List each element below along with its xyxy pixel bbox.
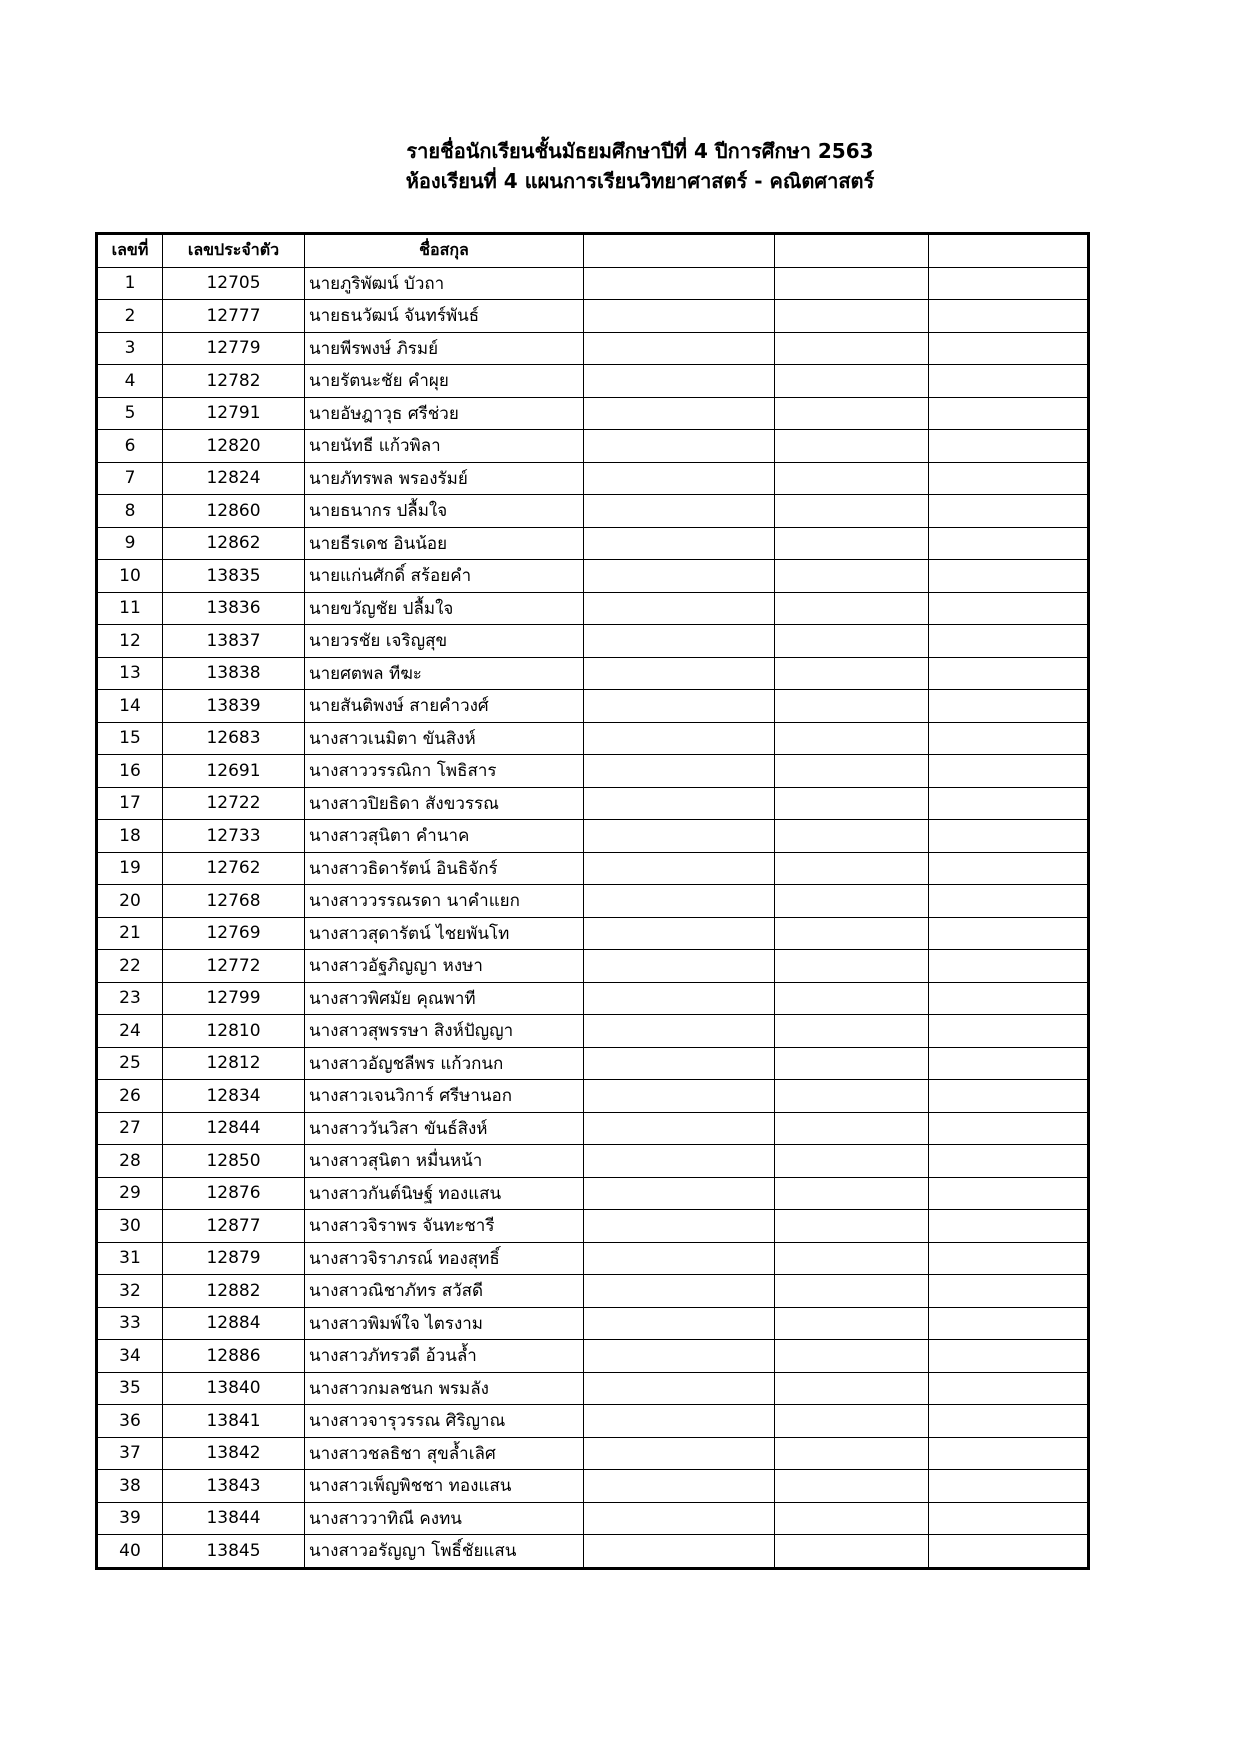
cell-name: นางสาวสุพรรษา สิงห์ปัญญา: [305, 1015, 584, 1048]
table-row: [97, 1307, 1089, 1340]
cell-blank-2: [775, 1015, 929, 1048]
cell-blank-3: [929, 917, 1089, 950]
cell-blank-2: [775, 1372, 929, 1405]
cell-student-id: 12876: [163, 1177, 305, 1210]
cell-name: นายนัทธี แก้วพิลา: [305, 430, 584, 463]
cell-number: 8: [97, 495, 163, 528]
table-row: [97, 722, 1089, 755]
cell-blank-2: [775, 462, 929, 495]
cell-blank-3: [929, 560, 1089, 593]
cell-student-id: 12779: [163, 332, 305, 365]
cell-blank-3: [929, 1405, 1089, 1438]
cell-number: 4: [97, 365, 163, 398]
cell-blank-3: [929, 1177, 1089, 1210]
cell-number: 9: [97, 527, 163, 560]
cell-blank-3: [929, 982, 1089, 1015]
table-row: [97, 820, 1089, 853]
cell-name: นางสาววรรณิกา โพธิสาร: [305, 755, 584, 788]
header-blank-2: [775, 234, 929, 268]
cell-name: นางสาวพิศมัย คุณพาที: [305, 982, 584, 1015]
cell-name: นางสาววรรณรดา นาคำแยก: [305, 885, 584, 918]
cell-blank-2: [775, 1535, 929, 1569]
cell-blank-3: [929, 755, 1089, 788]
cell-number: 32: [97, 1275, 163, 1308]
cell-blank-3: [929, 625, 1089, 658]
cell-blank-2: [775, 657, 929, 690]
cell-student-id: 13837: [163, 625, 305, 658]
cell-blank-1: [584, 462, 775, 495]
cell-blank-2: [775, 722, 929, 755]
table-row: [97, 267, 1089, 300]
table-row: [97, 1145, 1089, 1178]
cell-blank-1: [584, 1307, 775, 1340]
table-row: [97, 852, 1089, 885]
cell-student-id: 13841: [163, 1405, 305, 1438]
cell-student-id: 12768: [163, 885, 305, 918]
cell-name: นางสาวจิราพร จันทะชารี: [305, 1210, 584, 1243]
cell-student-id: 12879: [163, 1242, 305, 1275]
cell-blank-3: [929, 1437, 1089, 1470]
table-row: [97, 787, 1089, 820]
cell-blank-2: [775, 1242, 929, 1275]
cell-name: นางสาวสุนิตา คำนาค: [305, 820, 584, 853]
cell-name: นางสาววาทิณี คงทน: [305, 1502, 584, 1535]
cell-number: 36: [97, 1405, 163, 1438]
cell-blank-3: [929, 1470, 1089, 1503]
cell-number: 17: [97, 787, 163, 820]
table-row: [97, 690, 1089, 723]
cell-blank-1: [584, 657, 775, 690]
cell-blank-2: [775, 1340, 929, 1373]
table-row: [97, 917, 1089, 950]
cell-blank-2: [775, 1405, 929, 1438]
cell-blank-3: [929, 1340, 1089, 1373]
cell-blank-2: [775, 300, 929, 333]
cell-number: 21: [97, 917, 163, 950]
table-row: [97, 755, 1089, 788]
cell-student-id: 12777: [163, 300, 305, 333]
cell-blank-2: [775, 1047, 929, 1080]
cell-number: 35: [97, 1372, 163, 1405]
cell-student-id: 12886: [163, 1340, 305, 1373]
cell-number: 1: [97, 267, 163, 300]
cell-blank-3: [929, 462, 1089, 495]
cell-blank-2: [775, 917, 929, 950]
cell-blank-2: [775, 755, 929, 788]
cell-student-id: 12810: [163, 1015, 305, 1048]
cell-student-id: 12762: [163, 852, 305, 885]
cell-blank-1: [584, 1470, 775, 1503]
table-row: [97, 560, 1089, 593]
cell-student-id: 12782: [163, 365, 305, 398]
table-row: [97, 1015, 1089, 1048]
cell-name: นางสาวณิชาภัทร สวัสดี: [305, 1275, 584, 1308]
cell-student-id: 13835: [163, 560, 305, 593]
cell-number: 28: [97, 1145, 163, 1178]
cell-blank-2: [775, 1437, 929, 1470]
cell-blank-2: [775, 332, 929, 365]
table-row: [97, 332, 1089, 365]
cell-blank-3: [929, 430, 1089, 463]
cell-student-id: 13843: [163, 1470, 305, 1503]
cell-name: นางสาวพิมพ์ใจ ไตรงาม: [305, 1307, 584, 1340]
cell-name: นายพีรพงษ์ ภิรมย์: [305, 332, 584, 365]
cell-blank-2: [775, 267, 929, 300]
cell-blank-2: [775, 820, 929, 853]
cell-blank-2: [775, 495, 929, 528]
table-row: [97, 1177, 1089, 1210]
cell-blank-3: [929, 852, 1089, 885]
cell-blank-2: [775, 527, 929, 560]
cell-student-id: 13844: [163, 1502, 305, 1535]
header-number: เลขที่: [97, 234, 163, 268]
cell-blank-3: [929, 1502, 1089, 1535]
cell-student-id: 12683: [163, 722, 305, 755]
table-row: [97, 1275, 1089, 1308]
cell-blank-1: [584, 1047, 775, 1080]
cell-blank-2: [775, 1112, 929, 1145]
cell-student-id: 13836: [163, 592, 305, 625]
cell-blank-1: [584, 1242, 775, 1275]
cell-student-id: 12772: [163, 950, 305, 983]
cell-number: 40: [97, 1535, 163, 1569]
cell-student-id: 12733: [163, 820, 305, 853]
cell-number: 31: [97, 1242, 163, 1275]
cell-name: นายสันติพงษ์ สายคำวงศ์: [305, 690, 584, 723]
cell-blank-3: [929, 495, 1089, 528]
cell-student-id: 12820: [163, 430, 305, 463]
cell-name: นางสาววันวิสา ขันธ์สิงห์: [305, 1112, 584, 1145]
cell-blank-2: [775, 430, 929, 463]
cell-number: 15: [97, 722, 163, 755]
cell-blank-2: [775, 1177, 929, 1210]
cell-student-id: 12862: [163, 527, 305, 560]
cell-blank-1: [584, 1275, 775, 1308]
table-row: [97, 1340, 1089, 1373]
table-row: [97, 365, 1089, 398]
table-row: [97, 950, 1089, 983]
table-row: [97, 1372, 1089, 1405]
cell-number: 34: [97, 1340, 163, 1373]
cell-name: นางสาวสุนิตา หมื่นหน้า: [305, 1145, 584, 1178]
cell-blank-2: [775, 1307, 929, 1340]
cell-blank-2: [775, 1470, 929, 1503]
cell-student-id: 12691: [163, 755, 305, 788]
cell-blank-1: [584, 300, 775, 333]
table-row: [97, 885, 1089, 918]
cell-name: นางสาวจารุวรรณ ศิริญาณ: [305, 1405, 584, 1438]
table-row: [97, 495, 1089, 528]
table-row: [97, 462, 1089, 495]
header-blank-3: [929, 234, 1089, 268]
cell-name: นายศตพล ทีฆะ: [305, 657, 584, 690]
cell-blank-3: [929, 1307, 1089, 1340]
cell-student-id: 13838: [163, 657, 305, 690]
cell-blank-1: [584, 787, 775, 820]
cell-number: 27: [97, 1112, 163, 1145]
cell-blank-3: [929, 690, 1089, 723]
cell-blank-2: [775, 397, 929, 430]
cell-name: นางสาวอัญชลีพร แก้วกนก: [305, 1047, 584, 1080]
cell-name: นางสาวชลธิชา สุขล้ำเลิศ: [305, 1437, 584, 1470]
cell-blank-1: [584, 267, 775, 300]
cell-blank-3: [929, 722, 1089, 755]
cell-blank-3: [929, 1210, 1089, 1243]
table-row: [97, 430, 1089, 463]
cell-name: นายธีรเดช อินน้อย: [305, 527, 584, 560]
cell-blank-1: [584, 1080, 775, 1113]
cell-blank-3: [929, 1015, 1089, 1048]
cell-blank-1: [584, 917, 775, 950]
cell-name: นางสาวกมลชนก พรมลัง: [305, 1372, 584, 1405]
title-line-1: รายชื่อนักเรียนชั้นมัธยมศึกษาปีที่ 4 ปีการศึกษา 2563: [406, 139, 874, 163]
cell-number: 7: [97, 462, 163, 495]
cell-blank-2: [775, 1080, 929, 1113]
cell-blank-1: [584, 365, 775, 398]
table-row: [97, 657, 1089, 690]
cell-name: นางสาวธิดารัตน์ อินธิจักร์: [305, 852, 584, 885]
cell-name: นายแก่นศักดิ์ สร้อยคำ: [305, 560, 584, 593]
cell-number: 24: [97, 1015, 163, 1048]
cell-student-id: 13842: [163, 1437, 305, 1470]
cell-number: 22: [97, 950, 163, 983]
cell-name: นายธนากร ปลื้มใจ: [305, 495, 584, 528]
cell-blank-1: [584, 1405, 775, 1438]
cell-number: 14: [97, 690, 163, 723]
cell-student-id: 12812: [163, 1047, 305, 1080]
cell-blank-1: [584, 982, 775, 1015]
cell-student-id: 12844: [163, 1112, 305, 1145]
cell-number: 19: [97, 852, 163, 885]
cell-student-id: 13845: [163, 1535, 305, 1569]
cell-blank-1: [584, 625, 775, 658]
cell-number: 30: [97, 1210, 163, 1243]
cell-name: นางสาวปิยธิดา สังขวรรณ: [305, 787, 584, 820]
table-header-row: [97, 234, 1089, 268]
cell-blank-3: [929, 592, 1089, 625]
table-row: [97, 527, 1089, 560]
cell-number: 33: [97, 1307, 163, 1340]
cell-number: 20: [97, 885, 163, 918]
cell-blank-2: [775, 1502, 929, 1535]
cell-student-id: 12799: [163, 982, 305, 1015]
cell-blank-1: [584, 1372, 775, 1405]
cell-blank-3: [929, 267, 1089, 300]
cell-blank-1: [584, 1177, 775, 1210]
cell-blank-3: [929, 1112, 1089, 1145]
cell-blank-2: [775, 1145, 929, 1178]
table-row: [97, 592, 1089, 625]
cell-blank-2: [775, 560, 929, 593]
cell-student-id: 12882: [163, 1275, 305, 1308]
cell-name: นายขวัญชัย ปลื้มใจ: [305, 592, 584, 625]
cell-blank-1: [584, 1015, 775, 1048]
cell-number: 13: [97, 657, 163, 690]
cell-name: นางสาวภัทรวดี อ้วนล้ำ: [305, 1340, 584, 1373]
cell-blank-1: [584, 1502, 775, 1535]
cell-number: 10: [97, 560, 163, 593]
cell-student-id: 12705: [163, 267, 305, 300]
cell-student-id: 12769: [163, 917, 305, 950]
cell-blank-1: [584, 397, 775, 430]
cell-name: นางสาวเนมิตา ขันสิงห์: [305, 722, 584, 755]
table-row: [97, 1470, 1089, 1503]
cell-blank-3: [929, 950, 1089, 983]
header-name: ชื่อสกุล: [305, 234, 584, 268]
table-row: [97, 1502, 1089, 1535]
cell-blank-2: [775, 592, 929, 625]
header-student-id: เลขประจำตัว: [163, 234, 305, 268]
cell-student-id: 13839: [163, 690, 305, 723]
cell-name: นางสาวจิราภรณ์ ทองสุทธิ์: [305, 1242, 584, 1275]
cell-student-id: 12722: [163, 787, 305, 820]
cell-blank-3: [929, 1275, 1089, 1308]
cell-blank-1: [584, 1535, 775, 1569]
cell-blank-2: [775, 885, 929, 918]
cell-blank-3: [929, 1047, 1089, 1080]
table-row: [97, 1535, 1089, 1569]
cell-blank-1: [584, 592, 775, 625]
cell-blank-1: [584, 430, 775, 463]
cell-blank-1: [584, 527, 775, 560]
table-row: [97, 1047, 1089, 1080]
cell-blank-2: [775, 787, 929, 820]
table-row: [97, 1210, 1089, 1243]
cell-blank-1: [584, 722, 775, 755]
cell-number: 2: [97, 300, 163, 333]
title-line-2: ห้องเรียนที่ 4 แผนการเรียนวิทยาศาสตร์ - คณิตศาสตร์: [405, 169, 875, 193]
cell-number: 25: [97, 1047, 163, 1080]
cell-blank-3: [929, 657, 1089, 690]
cell-blank-3: [929, 300, 1089, 333]
cell-student-id: 13840: [163, 1372, 305, 1405]
cell-number: 3: [97, 332, 163, 365]
table-row: [97, 1080, 1089, 1113]
student-roster-table: [95, 232, 1090, 1570]
cell-number: 29: [97, 1177, 163, 1210]
table-row: [97, 397, 1089, 430]
cell-blank-3: [929, 332, 1089, 365]
cell-name: นายรัตนะชัย คำผุย: [305, 365, 584, 398]
cell-blank-1: [584, 1437, 775, 1470]
cell-number: 11: [97, 592, 163, 625]
header-blank-1: [584, 234, 775, 268]
cell-number: 5: [97, 397, 163, 430]
table-row: [97, 1437, 1089, 1470]
cell-blank-1: [584, 1145, 775, 1178]
cell-blank-1: [584, 950, 775, 983]
cell-student-id: 12877: [163, 1210, 305, 1243]
cell-blank-1: [584, 852, 775, 885]
cell-name: นางสาวเจนวิการ์ ศรีษานอก: [305, 1080, 584, 1113]
cell-number: 6: [97, 430, 163, 463]
cell-blank-3: [929, 1242, 1089, 1275]
cell-blank-1: [584, 1340, 775, 1373]
cell-blank-2: [775, 625, 929, 658]
cell-blank-2: [775, 852, 929, 885]
cell-name: นายภูริพัฒน์ บัวถา: [305, 267, 584, 300]
cell-blank-2: [775, 365, 929, 398]
cell-blank-1: [584, 332, 775, 365]
cell-name: นายธนวัฒน์ จันทร์พันธ์: [305, 300, 584, 333]
table-row: [97, 300, 1089, 333]
cell-name: นายอัษฎาวุธ ศรีช่วย: [305, 397, 584, 430]
table-row: [97, 1242, 1089, 1275]
cell-number: 18: [97, 820, 163, 853]
cell-student-id: 12850: [163, 1145, 305, 1178]
cell-name: นางสาวกันต์นิษฐ์ ทองแสน: [305, 1177, 584, 1210]
cell-number: 38: [97, 1470, 163, 1503]
cell-blank-3: [929, 1372, 1089, 1405]
cell-blank-1: [584, 690, 775, 723]
cell-number: 39: [97, 1502, 163, 1535]
cell-number: 16: [97, 755, 163, 788]
cell-student-id: 12791: [163, 397, 305, 430]
cell-name: นางสาวเพ็ญพิชชา ทองแสน: [305, 1470, 584, 1503]
cell-blank-3: [929, 820, 1089, 853]
cell-blank-2: [775, 1210, 929, 1243]
cell-number: 12: [97, 625, 163, 658]
cell-student-id: 12824: [163, 462, 305, 495]
table-row: [97, 982, 1089, 1015]
cell-blank-1: [584, 1210, 775, 1243]
cell-number: 23: [97, 982, 163, 1015]
cell-blank-1: [584, 495, 775, 528]
cell-blank-1: [584, 755, 775, 788]
table-row: [97, 1405, 1089, 1438]
cell-blank-1: [584, 885, 775, 918]
table-row: [97, 1112, 1089, 1145]
cell-student-id: 12834: [163, 1080, 305, 1113]
cell-blank-3: [929, 527, 1089, 560]
cell-name: นางสาวอรัญญา โพธิ์ชัยแสน: [305, 1535, 584, 1569]
cell-blank-2: [775, 1275, 929, 1308]
cell-student-id: 12884: [163, 1307, 305, 1340]
cell-name: นางสาวสุดารัตน์ ไชยพันโท: [305, 917, 584, 950]
cell-blank-2: [775, 982, 929, 1015]
cell-name: นายภัทรพล พรองรัมย์: [305, 462, 584, 495]
cell-blank-2: [775, 950, 929, 983]
cell-blank-1: [584, 820, 775, 853]
cell-number: 37: [97, 1437, 163, 1470]
table-body: [97, 267, 1089, 1568]
cell-blank-3: [929, 787, 1089, 820]
cell-blank-2: [775, 690, 929, 723]
cell-blank-3: [929, 1535, 1089, 1569]
cell-student-id: 12860: [163, 495, 305, 528]
cell-number: 26: [97, 1080, 163, 1113]
cell-blank-3: [929, 1145, 1089, 1178]
cell-blank-3: [929, 1080, 1089, 1113]
document-title: [0, 136, 1240, 196]
cell-blank-3: [929, 397, 1089, 430]
table-row: [97, 625, 1089, 658]
cell-blank-1: [584, 1112, 775, 1145]
cell-blank-3: [929, 365, 1089, 398]
cell-blank-3: [929, 885, 1089, 918]
cell-name: นายวรชัย เจริญสุข: [305, 625, 584, 658]
cell-name: นางสาวอัฐภิญญา หงษา: [305, 950, 584, 983]
cell-blank-1: [584, 560, 775, 593]
